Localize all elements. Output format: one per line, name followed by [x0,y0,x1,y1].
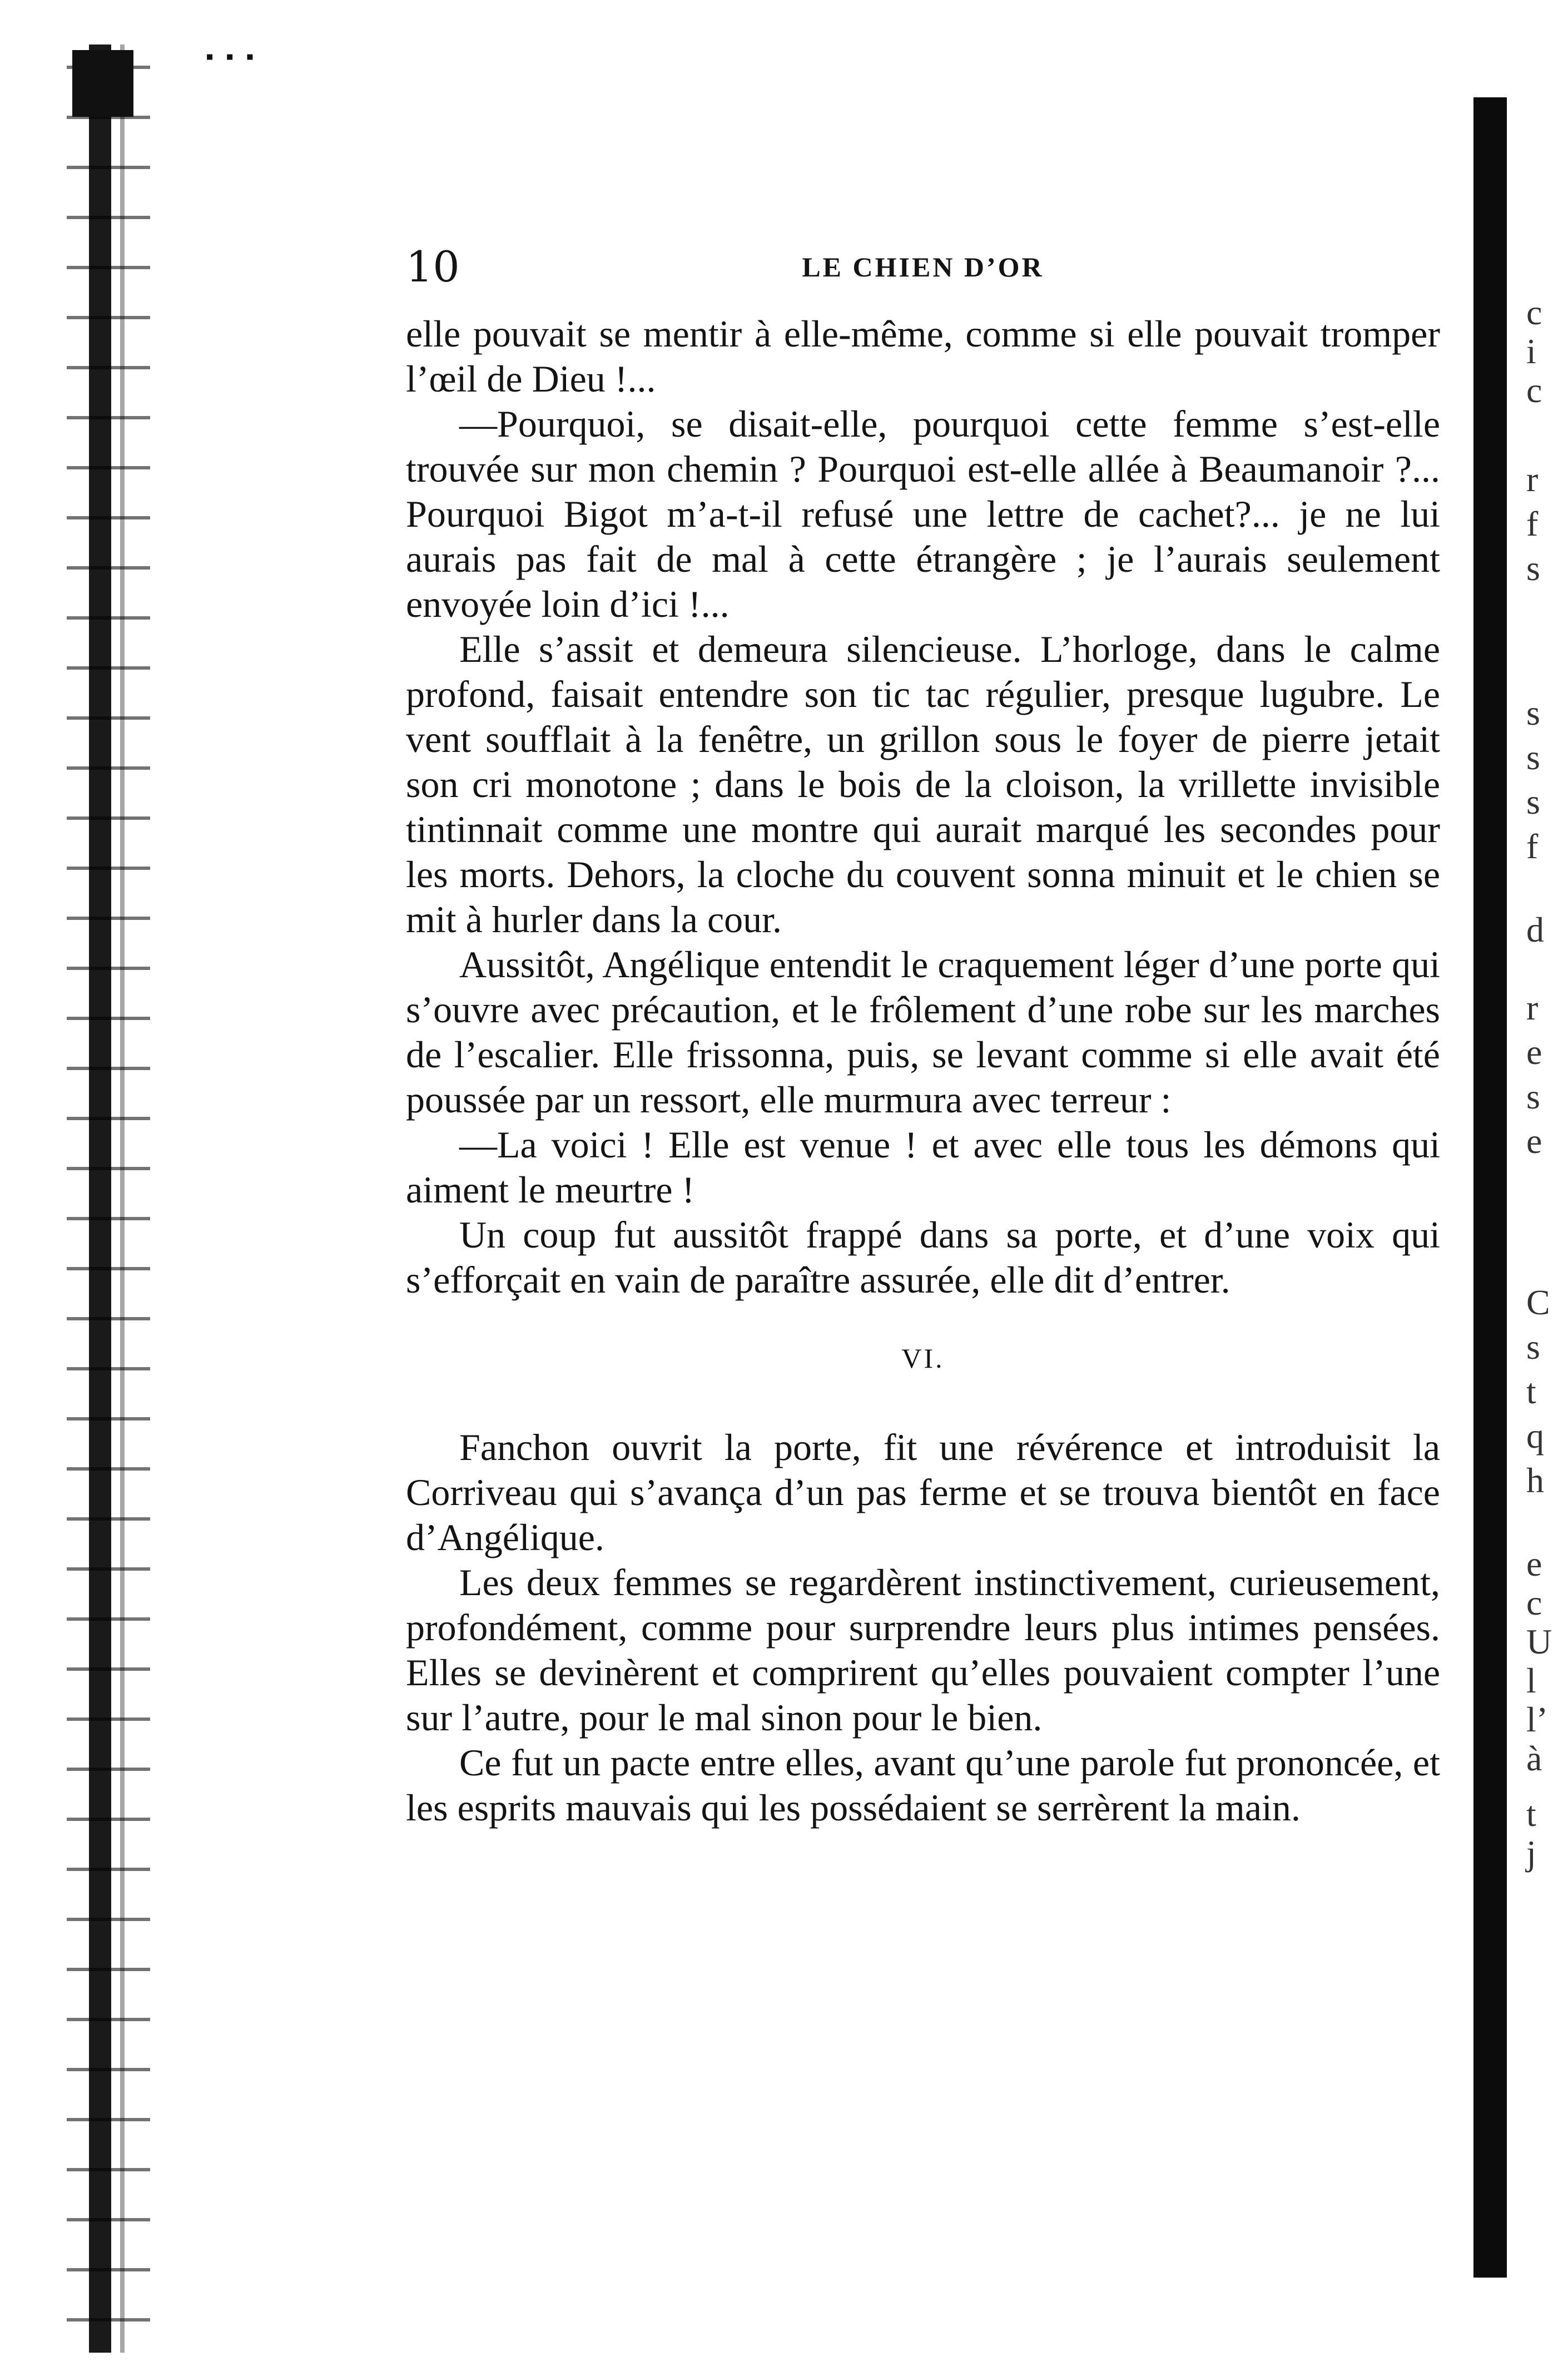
fragment: s [1526,782,1540,821]
fragment: f [1526,826,1539,866]
fragment: j [1526,1833,1536,1873]
fragment: e [1526,1544,1542,1583]
book-title: LE CHIEN D’OR [802,251,1044,283]
fragment: d [1526,910,1544,949]
section-heading: VI. [901,1343,945,1374]
fragment: t [1526,1794,1536,1834]
fragment: l’ [1526,1700,1549,1739]
fragment: s [1526,1327,1540,1367]
fragment: C [1526,1283,1550,1322]
fragment: s [1526,548,1540,588]
paragraph: —La voici ! Elle est venue ! et avec elle tous les démons qui aiment le meurtre ! [406,1123,1440,1211]
paragraph: Aussitôt, Angélique entendit le craquement léger d’une porte qui s’ouvre avec précaution, et le frôlement d’une robe sur les marches de l’escalier. Elle frissonna, puis, se levant comme si elle avait été poussée par un ressort, elle murmura avec terreur : [406,943,1440,1121]
paragraph: Elle s’assit et demeura silencieuse. L’horloge, dans le calme profond, faisait entendre son tic tac régulier, presque lugubre. Le vent soufflait à la fenêtre, un grillon sous le foyer de pierre jetait son cri monotone ; dans le bois de la cloison, la vrillette invisible tintinnait comme une montre qui aurait marqué les secondes pour les morts. Dehors, la cloche du couvent sonna minuit et le chien se mit à hurler dans la cour. [406,628,1440,941]
paragraph: elle pouvait se mentir à elle-même, comme si elle pouvait tromper l’œil de Dieu !... [406,313,1440,400]
paragraph: Fanchon ouvrit la porte, fit une révérence et introduisit la Corriveau qui s’avança d’un pas ferme et se trouva bientôt en face d’Angélique. [406,1426,1440,1558]
fragment: s [1526,737,1540,777]
paragraph: Un coup fut aussitôt frappé dans sa porte, et d’une voix qui s’efforçait en vain de paraître assurée, elle dit d’entrer. [406,1214,1440,1301]
next-page-fragments [1526,293,1560,1873]
paragraph: Les deux femmes se regardèrent instinctivement, curieusement, profondément, comme pour surprendre leurs plus intimes pensées. Elles se devinèrent et comprirent qu’elles pouvaient compter l’une sur l’autre, pour le mal sinon pour le bien. [406,1561,1440,1739]
fragment: e [1526,1121,1542,1161]
fragment: U [1526,1622,1552,1661]
fragment: r [1526,988,1539,1027]
paragraph: Ce fut un pacte entre elles, avant qu’une parole fut prononcée, et les esprits mauvais qui les possédaient se serrèrent la main. [406,1741,1440,1829]
page-gutter-shadow [1473,97,1507,2278]
paragraph: —Pourquoi, se disait-elle, pourquoi cette femme s’est-elle trouvée sur mon chemin ? Pourquoi est-elle allée à Beaumanoir ?... Pourquoi Bigot m’a-t-il refusé une lettre de cachet?... je ne lui aurais pas fait de mal à cette étrangère ; je l’aurais seulement envoyée loin d’ici !... [406,403,1440,625]
running-head [406,239,1440,295]
fragment: s [1526,1077,1540,1116]
fragment: s [1526,693,1540,732]
fragment: c [1526,1583,1542,1622]
fragment: i [1526,331,1536,371]
fragment: c [1526,293,1542,332]
fragment: e [1526,1032,1542,1072]
fragment: à [1526,1739,1542,1778]
fragment: h [1526,1461,1544,1500]
scan-shadow-left [67,44,150,2353]
fragment: c [1526,370,1542,410]
fragment: l [1526,1661,1536,1700]
fragment: f [1526,504,1539,543]
page-number: 10 [406,242,460,291]
fragment: t [1526,1372,1536,1411]
fragment: q [1526,1416,1544,1456]
fragment: r [1526,459,1539,499]
scan-shadow-left-top [72,50,133,117]
page-text [406,311,1440,1830]
scan-dots: ▪▪▪ [206,44,266,69]
